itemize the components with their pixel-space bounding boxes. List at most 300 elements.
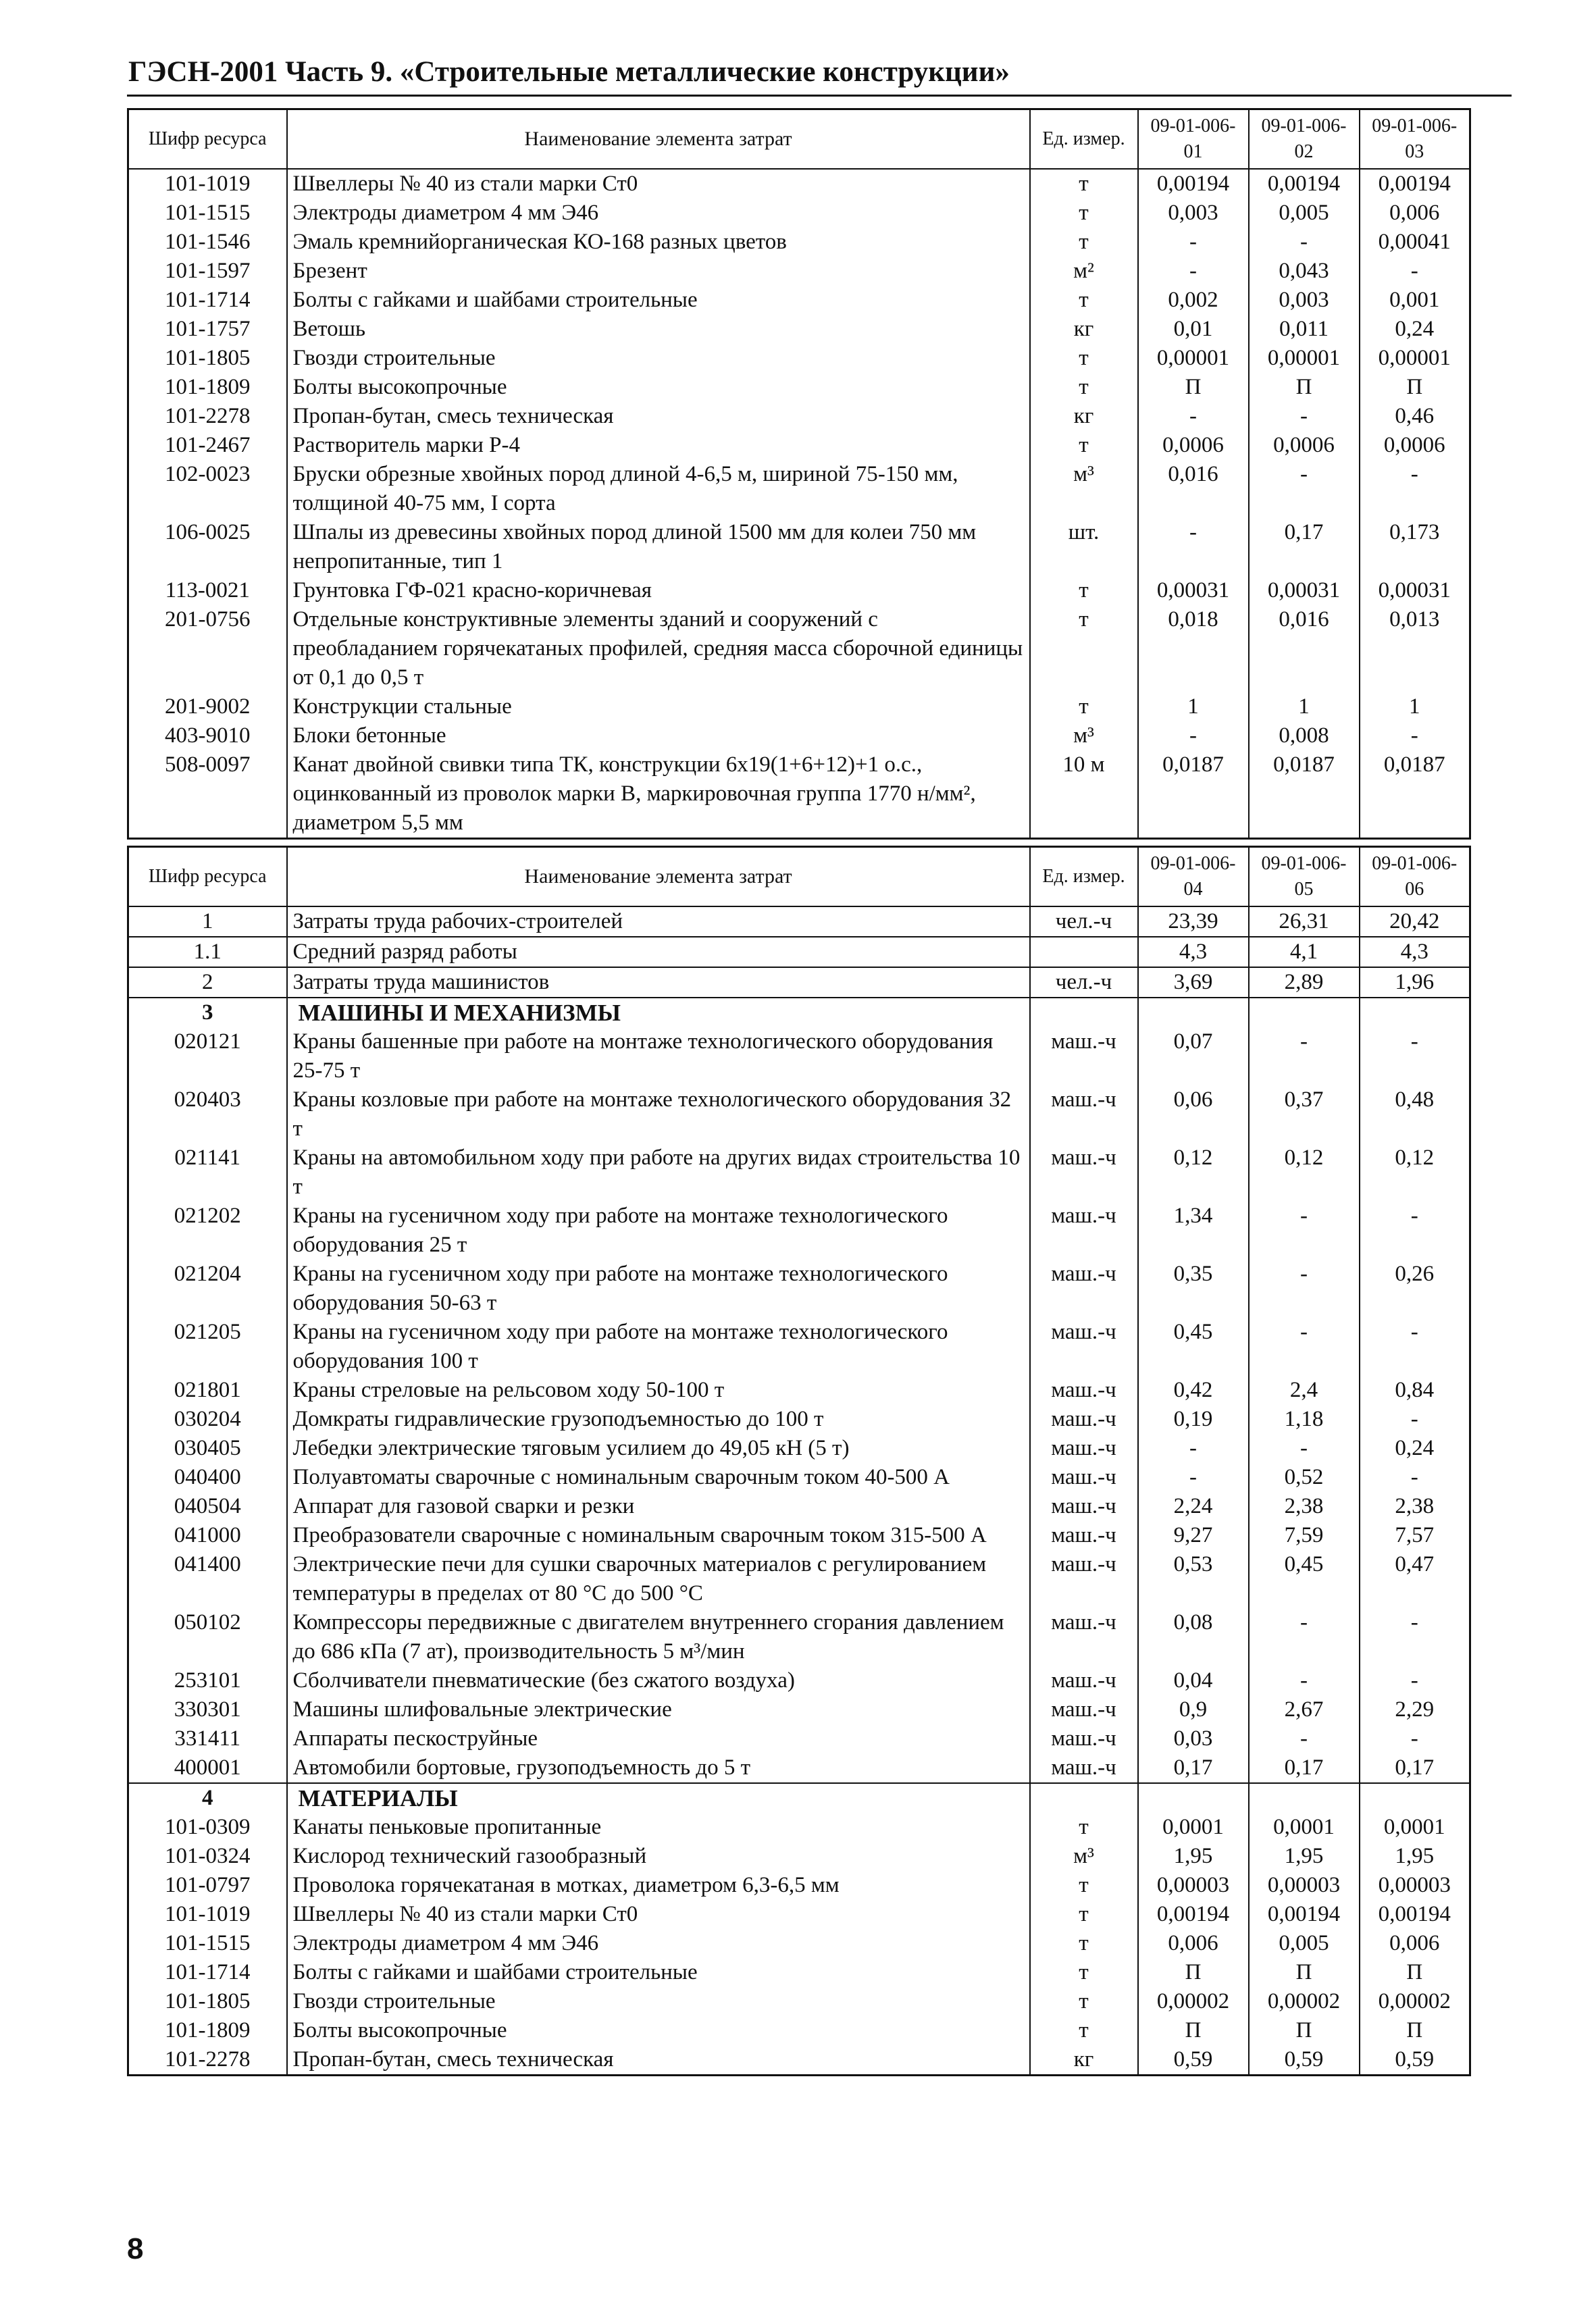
- resource-name: Сболчиватели пневматические (без сжатого воздуха): [287, 1666, 1030, 1695]
- resource-name: Пропан-бутан, смесь техническая: [287, 2045, 1030, 2076]
- value-cell: 0,00001: [1249, 344, 1360, 373]
- header-col-6: 09-01-006-06: [1360, 847, 1470, 907]
- resource-name: Аппарат для газовой сварки и резки: [287, 1492, 1030, 1521]
- resource-code: 400001: [128, 1753, 287, 1783]
- value-cell: -: [1360, 1027, 1470, 1085]
- resource-code: 101-2278: [128, 2045, 287, 2076]
- value-cell: 0,17: [1360, 1753, 1470, 1783]
- value-cell: 0,17: [1249, 518, 1360, 576]
- value-cell: 0,005: [1249, 1929, 1360, 1958]
- header-col-1: 09-01-006-01: [1138, 109, 1249, 170]
- unit-cell: м³: [1030, 1842, 1138, 1871]
- value-cell: 0,016: [1138, 460, 1249, 518]
- value-cell: П: [1249, 373, 1360, 402]
- resource-code: 1: [128, 906, 287, 937]
- resource-name: МАШИНЫ И МЕХАНИЗМЫ: [287, 998, 1030, 1027]
- resource-code: 101-0324: [128, 1842, 287, 1871]
- unit-cell: маш.-ч: [1030, 1027, 1138, 1085]
- page-title: ГЭСН-2001 Часть 9. «Строительные металлические конструкции»: [128, 56, 1010, 88]
- value-cell: 0,00002: [1138, 1987, 1249, 2016]
- table-row: [128, 1550, 1470, 1608]
- value-cell: П: [1360, 2016, 1470, 2045]
- value-cell: П: [1360, 373, 1470, 402]
- value-cell: 0,45: [1138, 1318, 1249, 1376]
- resource-name: Электрические печи для сушки сварочных материалов с регулированием температуры в пределах от 80 °С до 500 °С: [287, 1550, 1030, 1608]
- table-row: [128, 1434, 1470, 1463]
- resource-code: 030405: [128, 1434, 287, 1463]
- unit-cell: т: [1030, 2016, 1138, 2045]
- value-cell: -: [1360, 1666, 1470, 1695]
- value-cell: -: [1249, 402, 1360, 431]
- value-cell: 1: [1138, 692, 1249, 721]
- resource-code: 101-1597: [128, 257, 287, 286]
- value-cell: 0,006: [1360, 199, 1470, 228]
- unit-cell: маш.-ч: [1030, 1463, 1138, 1492]
- resource-name: Машины шлифовальные электрические: [287, 1695, 1030, 1724]
- value-cell: 3,69: [1138, 967, 1249, 998]
- value-cell: 1,34: [1138, 1202, 1249, 1260]
- resource-name: Брезент: [287, 257, 1030, 286]
- unit-cell: [1030, 1783, 1138, 1813]
- value-cell: -: [1138, 228, 1249, 257]
- unit-cell: кг: [1030, 315, 1138, 344]
- unit-cell: т: [1030, 286, 1138, 315]
- value-cell: 0,0187: [1360, 750, 1470, 839]
- value-cell: 0,00194: [1138, 1900, 1249, 1929]
- unit-cell: маш.-ч: [1030, 1666, 1138, 1695]
- resource-code: 106-0025: [128, 518, 287, 576]
- value-cell: 2,4: [1249, 1376, 1360, 1405]
- table-row: [128, 1608, 1470, 1666]
- value-cell: 26,31: [1249, 906, 1360, 937]
- resource-code: 330301: [128, 1695, 287, 1724]
- header-code: Шифр ресурса: [128, 109, 287, 170]
- resource-name: Краны башенные при работе на монтаже технологического оборудования 25-75 т: [287, 1027, 1030, 1085]
- value-cell: 0,12: [1138, 1143, 1249, 1202]
- unit-cell: кг: [1030, 2045, 1138, 2076]
- value-cell: 4,3: [1138, 937, 1249, 967]
- value-cell: 0,59: [1360, 2045, 1470, 2076]
- resource-name: Растворитель марки Р-4: [287, 431, 1030, 460]
- resource-code: 403-9010: [128, 721, 287, 750]
- table-row: [128, 1753, 1470, 1783]
- unit-cell: маш.-ч: [1030, 1085, 1138, 1143]
- value-cell: [1360, 998, 1470, 1027]
- unit-cell: маш.-ч: [1030, 1695, 1138, 1724]
- unit-cell: маш.-ч: [1030, 1550, 1138, 1608]
- value-cell: 0,08: [1138, 1608, 1249, 1666]
- value-cell: 0,00003: [1360, 1871, 1470, 1900]
- value-cell: 0,00031: [1138, 576, 1249, 605]
- table-row: [128, 1463, 1470, 1492]
- table-row: [128, 1085, 1470, 1143]
- table-row: [128, 460, 1470, 518]
- value-cell: 0,17: [1249, 1753, 1360, 1783]
- table-row: [128, 1143, 1470, 1202]
- resource-name: Краны козловые при работе на монтаже технологического оборудования 32 т: [287, 1085, 1030, 1143]
- value-cell: 0,9: [1138, 1695, 1249, 1724]
- header-col-2: 09-01-006-02: [1249, 109, 1360, 170]
- table-row: [128, 1318, 1470, 1376]
- resource-code: 101-0309: [128, 1813, 287, 1842]
- unit-cell: маш.-ч: [1030, 1260, 1138, 1318]
- resource-code: 020403: [128, 1085, 287, 1143]
- resource-name: Краны на автомобильном ходу при работе на других видах строительства 10 т: [287, 1143, 1030, 1202]
- value-cell: [1138, 1783, 1249, 1813]
- value-cell: -: [1249, 1434, 1360, 1463]
- resource-name: Эмаль кремнийорганическая КО-168 разных цветов: [287, 228, 1030, 257]
- value-cell: 1,95: [1138, 1842, 1249, 1871]
- value-cell: 0,008: [1249, 721, 1360, 750]
- value-cell: 0,24: [1360, 315, 1470, 344]
- resource-code: 101-1714: [128, 286, 287, 315]
- value-cell: [1360, 1783, 1470, 1813]
- value-cell: 0,018: [1138, 605, 1249, 692]
- unit-cell: т: [1030, 344, 1138, 373]
- value-cell: П: [1249, 2016, 1360, 2045]
- header-col-5: 09-01-006-05: [1249, 847, 1360, 907]
- value-cell: 7,59: [1249, 1521, 1360, 1550]
- value-cell: 2,29: [1360, 1695, 1470, 1724]
- resource-name: Кислород технический газообразный: [287, 1842, 1030, 1871]
- resource-name: Аппараты пескоструйные: [287, 1724, 1030, 1753]
- unit-cell: т: [1030, 373, 1138, 402]
- unit-cell: [1030, 937, 1138, 967]
- table-row: [128, 1900, 1470, 1929]
- value-cell: -: [1360, 1724, 1470, 1753]
- value-cell: 1: [1360, 692, 1470, 721]
- value-cell: 0,003: [1138, 199, 1249, 228]
- value-cell: -: [1138, 1463, 1249, 1492]
- resource-code: 2: [128, 967, 287, 998]
- resource-code: 101-1809: [128, 373, 287, 402]
- value-cell: 0,016: [1249, 605, 1360, 692]
- table-row: [128, 605, 1470, 692]
- table-row: [128, 1871, 1470, 1900]
- table-row: [128, 1958, 1470, 1987]
- resource-name: Компрессоры передвижные с двигателем внутреннего сгорания давлением до 686 кПа (7 ат), производительность 5 м³/мин: [287, 1608, 1030, 1666]
- unit-cell: т: [1030, 1813, 1138, 1842]
- value-cell: 0,173: [1360, 518, 1470, 576]
- value-cell: 1,18: [1249, 1405, 1360, 1434]
- resource-code: 021205: [128, 1318, 287, 1376]
- value-cell: 0,043: [1249, 257, 1360, 286]
- table-row: [128, 1842, 1470, 1871]
- value-cell: 0,00002: [1360, 1987, 1470, 2016]
- value-cell: 0,42: [1138, 1376, 1249, 1405]
- resource-code: 508-0097: [128, 750, 287, 839]
- table-row: [128, 373, 1470, 402]
- unit-cell: 10 м: [1030, 750, 1138, 839]
- value-cell: 0,00002: [1249, 1987, 1360, 2016]
- value-cell: 0,03: [1138, 1724, 1249, 1753]
- table-row: [128, 721, 1470, 750]
- unit-cell: маш.-ч: [1030, 1724, 1138, 1753]
- value-cell: [1249, 1783, 1360, 1813]
- value-cell: 0,00194: [1138, 169, 1249, 199]
- header-rule: [127, 95, 1512, 97]
- resource-name: Канаты пеньковые пропитанные: [287, 1813, 1030, 1842]
- value-cell: 1: [1249, 692, 1360, 721]
- table-row: [128, 1695, 1470, 1724]
- table-row: [128, 1260, 1470, 1318]
- resource-code: 050102: [128, 1608, 287, 1666]
- value-cell: 0,00194: [1360, 1900, 1470, 1929]
- value-cell: 23,39: [1138, 906, 1249, 937]
- value-cell: 2,38: [1360, 1492, 1470, 1521]
- table-row: [128, 692, 1470, 721]
- resource-name: Гвозди строительные: [287, 344, 1030, 373]
- unit-cell: м³: [1030, 460, 1138, 518]
- resource-table-1: [127, 108, 1471, 840]
- value-cell: 2,38: [1249, 1492, 1360, 1521]
- unit-cell: т: [1030, 692, 1138, 721]
- resource-code: 101-1546: [128, 228, 287, 257]
- resource-code: 021204: [128, 1260, 287, 1318]
- header-unit: Ед. измер.: [1030, 847, 1138, 907]
- resource-name: Блоки бетонные: [287, 721, 1030, 750]
- resource-name: Средний разряд работы: [287, 937, 1030, 967]
- unit-cell: т: [1030, 431, 1138, 460]
- resource-code: 021801: [128, 1376, 287, 1405]
- unit-cell: т: [1030, 1958, 1138, 1987]
- resource-code: 201-0756: [128, 605, 287, 692]
- value-cell: 0,00001: [1360, 344, 1470, 373]
- value-cell: -: [1360, 1405, 1470, 1434]
- value-cell: П: [1138, 1958, 1249, 1987]
- resource-code: 3: [128, 998, 287, 1027]
- value-cell: 0,00194: [1249, 169, 1360, 199]
- value-cell: П: [1138, 373, 1249, 402]
- value-cell: 0,0001: [1138, 1813, 1249, 1842]
- resource-code: 4: [128, 1783, 287, 1813]
- resource-name: Пропан-бутан, смесь техническая: [287, 402, 1030, 431]
- value-cell: 1,95: [1249, 1842, 1360, 1871]
- resource-code: 041400: [128, 1550, 287, 1608]
- value-cell: 0,52: [1249, 1463, 1360, 1492]
- resource-code: 101-0797: [128, 1871, 287, 1900]
- resource-name: Затраты труда рабочих-строителей: [287, 906, 1030, 937]
- value-cell: 0,59: [1138, 2045, 1249, 2076]
- resource-table-2: [127, 846, 1471, 2076]
- unit-cell: маш.-ч: [1030, 1405, 1138, 1434]
- value-cell: 0,53: [1138, 1550, 1249, 1608]
- value-cell: -: [1249, 1666, 1360, 1695]
- value-cell: 0,0001: [1249, 1813, 1360, 1842]
- value-cell: 0,26: [1360, 1260, 1470, 1318]
- resource-name: Автомобили бортовые, грузоподъемность до 5 т: [287, 1753, 1030, 1783]
- value-cell: 0,011: [1249, 315, 1360, 344]
- value-cell: 0,00041: [1360, 228, 1470, 257]
- resource-name: Болты высокопрочные: [287, 373, 1030, 402]
- value-cell: 0,00003: [1249, 1871, 1360, 1900]
- unit-cell: м³: [1030, 721, 1138, 750]
- value-cell: 0,00003: [1138, 1871, 1249, 1900]
- value-cell: -: [1360, 1463, 1470, 1492]
- value-cell: 0,06: [1138, 1085, 1249, 1143]
- value-cell: 0,0006: [1360, 431, 1470, 460]
- value-cell: 0,00194: [1360, 169, 1470, 199]
- value-cell: 0,45: [1249, 1550, 1360, 1608]
- value-cell: 0,0001: [1360, 1813, 1470, 1842]
- table-row: [128, 1376, 1470, 1405]
- resource-code: 101-1019: [128, 169, 287, 199]
- value-cell: 0,35: [1138, 1260, 1249, 1318]
- resource-code: 041000: [128, 1521, 287, 1550]
- unit-cell: маш.-ч: [1030, 1202, 1138, 1260]
- resource-name: Болты с гайками и шайбами строительные: [287, 1958, 1030, 1987]
- header-name: Наименование элемента затрат: [287, 109, 1030, 170]
- value-cell: -: [1360, 1318, 1470, 1376]
- value-cell: 0,12: [1360, 1143, 1470, 1202]
- unit-cell: т: [1030, 576, 1138, 605]
- value-cell: 1,96: [1360, 967, 1470, 998]
- resource-code: 101-1805: [128, 344, 287, 373]
- resource-name: Электроды диаметром 4 мм Э46: [287, 199, 1030, 228]
- unit-cell: маш.-ч: [1030, 1492, 1138, 1521]
- resource-name: Швеллеры № 40 из стали марки Ст0: [287, 169, 1030, 199]
- table-row: [128, 750, 1470, 839]
- value-cell: -: [1138, 721, 1249, 750]
- value-cell: [1249, 998, 1360, 1027]
- resource-code: 040400: [128, 1463, 287, 1492]
- resource-name: Конструкции стальные: [287, 692, 1030, 721]
- resource-code: 101-1515: [128, 199, 287, 228]
- header-col-3: 09-01-006-03: [1360, 109, 1470, 170]
- value-cell: -: [1249, 1027, 1360, 1085]
- resource-name: Канат двойной свивки типа ТК, конструкции 6х19(1+6+12)+1 о.с., оцинкованный из проволок марки В, маркировочная группа 1770 н/мм², диаметром 5,5 мм: [287, 750, 1030, 839]
- resource-code: 201-9002: [128, 692, 287, 721]
- unit-cell: [1030, 998, 1138, 1027]
- value-cell: 0,07: [1138, 1027, 1249, 1085]
- resource-code: 331411: [128, 1724, 287, 1753]
- table-row: [128, 169, 1470, 199]
- header-unit: Ед. измер.: [1030, 109, 1138, 170]
- value-cell: 0,24: [1360, 1434, 1470, 1463]
- value-cell: 0,001: [1360, 286, 1470, 315]
- resource-code: 113-0021: [128, 576, 287, 605]
- table-row: [128, 1929, 1470, 1958]
- unit-cell: т: [1030, 605, 1138, 692]
- value-cell: П: [1138, 2016, 1249, 2045]
- value-cell: 0,01: [1138, 315, 1249, 344]
- resource-name: МАТЕРИАЛЫ: [287, 1783, 1030, 1813]
- resource-name: Краны на гусеничном ходу при работе на монтаже технологического оборудования 25 т: [287, 1202, 1030, 1260]
- value-cell: 7,57: [1360, 1521, 1470, 1550]
- resource-code: 101-1809: [128, 2016, 287, 2045]
- value-cell: 20,42: [1360, 906, 1470, 937]
- value-cell: 0,013: [1360, 605, 1470, 692]
- resource-name: Электроды диаметром 4 мм Э46: [287, 1929, 1030, 1958]
- resource-name: Швеллеры № 40 из стали марки Ст0: [287, 1900, 1030, 1929]
- value-cell: -: [1138, 402, 1249, 431]
- table-row: [128, 937, 1470, 967]
- value-cell: 0,37: [1249, 1085, 1360, 1143]
- value-cell: 4,3: [1360, 937, 1470, 967]
- table-row: [128, 1724, 1470, 1753]
- value-cell: 0,0187: [1249, 750, 1360, 839]
- value-cell: -: [1249, 1608, 1360, 1666]
- value-cell: 1,95: [1360, 1842, 1470, 1871]
- value-cell: 0,00031: [1360, 576, 1470, 605]
- value-cell: 0,17: [1138, 1753, 1249, 1783]
- unit-cell: чел.-ч: [1030, 967, 1138, 998]
- value-cell: 0,59: [1249, 2045, 1360, 2076]
- value-cell: -: [1249, 228, 1360, 257]
- resource-code: 101-2467: [128, 431, 287, 460]
- resource-name: Затраты труда машинистов: [287, 967, 1030, 998]
- value-cell: 0,00031: [1249, 576, 1360, 605]
- value-cell: -: [1249, 1202, 1360, 1260]
- value-cell: 0,48: [1360, 1085, 1470, 1143]
- value-cell: П: [1360, 1958, 1470, 1987]
- section-row: [128, 998, 1470, 1027]
- value-cell: -: [1360, 1608, 1470, 1666]
- table-row: [128, 315, 1470, 344]
- table-row: [128, 199, 1470, 228]
- unit-cell: маш.-ч: [1030, 1143, 1138, 1202]
- resource-code: 101-1805: [128, 1987, 287, 2016]
- value-cell: -: [1249, 460, 1360, 518]
- value-cell: 0,84: [1360, 1376, 1470, 1405]
- resource-name: Полуавтоматы сварочные с номинальным сварочным током 40-500 А: [287, 1463, 1030, 1492]
- value-cell: 0,00194: [1249, 1900, 1360, 1929]
- unit-cell: м²: [1030, 257, 1138, 286]
- unit-cell: маш.-ч: [1030, 1608, 1138, 1666]
- unit-cell: маш.-ч: [1030, 1521, 1138, 1550]
- resource-code: 253101: [128, 1666, 287, 1695]
- page-number: 8: [127, 2232, 144, 2265]
- unit-cell: кг: [1030, 402, 1138, 431]
- value-cell: -: [1360, 721, 1470, 750]
- unit-cell: чел.-ч: [1030, 906, 1138, 937]
- value-cell: 0,005: [1249, 199, 1360, 228]
- table-row: [128, 1666, 1470, 1695]
- unit-cell: шт.: [1030, 518, 1138, 576]
- unit-cell: маш.-ч: [1030, 1376, 1138, 1405]
- resource-name: Гвозди строительные: [287, 1987, 1030, 2016]
- resource-code: 101-1714: [128, 1958, 287, 1987]
- table-row: [128, 1405, 1470, 1434]
- value-cell: 2,24: [1138, 1492, 1249, 1521]
- unit-cell: т: [1030, 1929, 1138, 1958]
- value-cell: 0,0187: [1138, 750, 1249, 839]
- resource-code: 102-0023: [128, 460, 287, 518]
- unit-cell: т: [1030, 1871, 1138, 1900]
- resource-name: Ветошь: [287, 315, 1030, 344]
- value-cell: П: [1249, 1958, 1360, 1987]
- table-row: [128, 1202, 1470, 1260]
- table-row: [128, 228, 1470, 257]
- unit-cell: т: [1030, 1987, 1138, 2016]
- value-cell: 2,67: [1249, 1695, 1360, 1724]
- value-cell: [1138, 998, 1249, 1027]
- table-row: [128, 1813, 1470, 1842]
- resource-name: Болты высокопрочные: [287, 2016, 1030, 2045]
- unit-cell: маш.-ч: [1030, 1753, 1138, 1783]
- section-row: [128, 1783, 1470, 1813]
- header-name: Наименование элемента затрат: [287, 847, 1030, 907]
- value-cell: 0,47: [1360, 1550, 1470, 1608]
- table-row: [128, 967, 1470, 998]
- resource-code: 030204: [128, 1405, 287, 1434]
- resource-code: 101-1757: [128, 315, 287, 344]
- value-cell: 4,1: [1249, 937, 1360, 967]
- resource-code: 101-1019: [128, 1900, 287, 1929]
- resource-name: Краны на гусеничном ходу при работе на монтаже технологического оборудования 50-63 т: [287, 1260, 1030, 1318]
- value-cell: -: [1138, 1434, 1249, 1463]
- header-code: Шифр ресурса: [128, 847, 287, 907]
